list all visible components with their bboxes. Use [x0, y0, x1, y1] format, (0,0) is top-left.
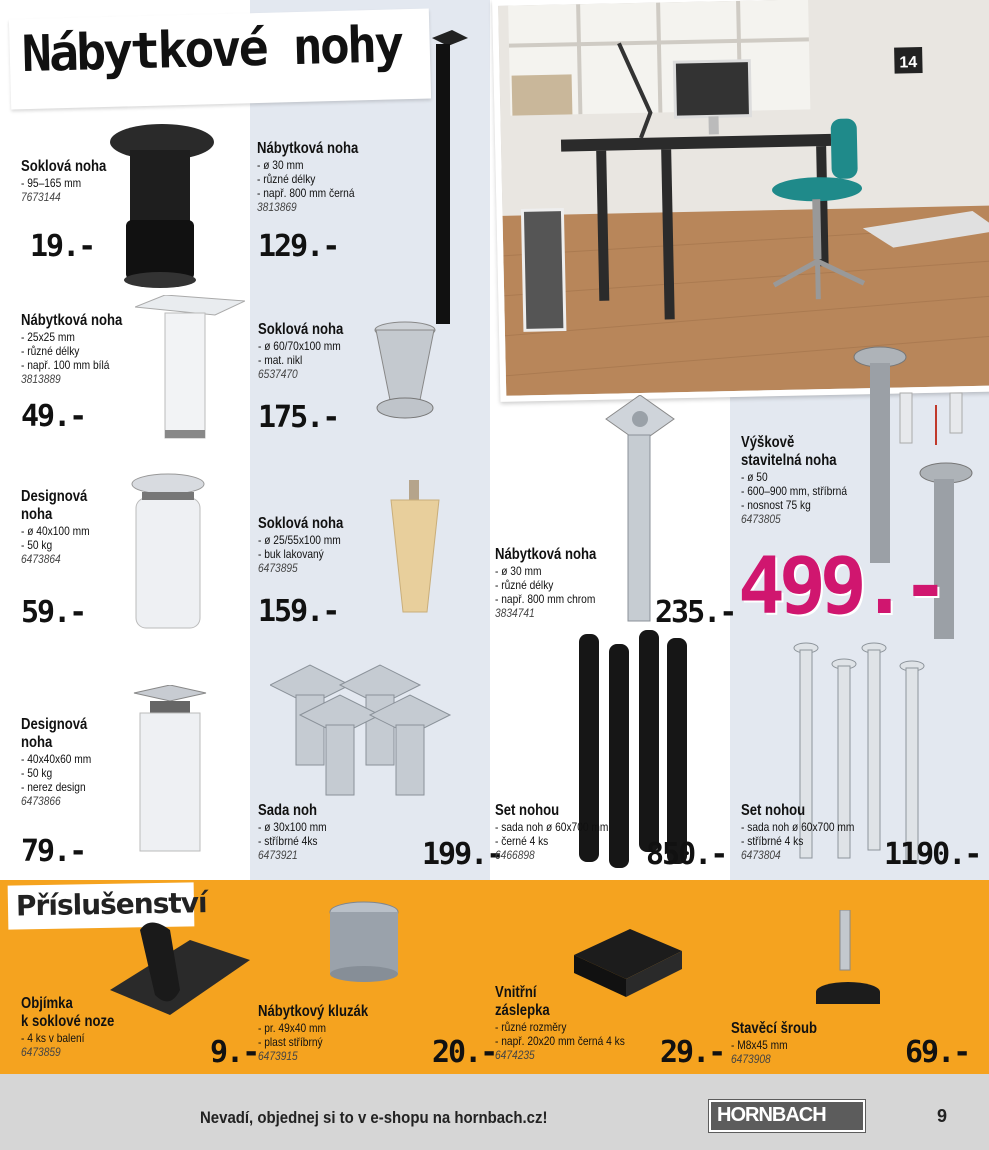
- accessory-zaslepka: [495, 984, 648, 1062]
- product-spec: - plast stříbrný: [258, 1035, 323, 1049]
- product-spec: - ø 25/55x100 mm: [258, 533, 341, 547]
- product-spec: - různé rozměry: [495, 1020, 567, 1034]
- product-code: 3834741: [495, 606, 535, 620]
- product-name: k soklové noze: [21, 1013, 115, 1030]
- product-name: stavitelná noha: [741, 452, 837, 469]
- product-name: noha: [21, 506, 53, 523]
- round-design-leg-image: [128, 470, 208, 635]
- product-name: záslepka: [495, 1002, 550, 1019]
- product-nabytkova-noha-black: [257, 140, 381, 214]
- product-spec: - buk lakovaný: [258, 547, 324, 561]
- product-spec: - pr. 49x40 mm: [258, 1021, 327, 1035]
- product-nabytkova-noha-white: [21, 312, 145, 386]
- plinth-leg-black-image: [100, 120, 220, 290]
- product-code: 6473859: [21, 1045, 61, 1059]
- product-spec: - 40x40x60 mm: [21, 752, 92, 766]
- product-price: 1190.-: [884, 837, 981, 872]
- product-name: Set nohou: [741, 802, 806, 819]
- product-price: 59.-: [21, 595, 86, 630]
- beech-plinth-leg-image: [385, 480, 445, 620]
- product-soklova-noha-1: [21, 158, 125, 204]
- product-vyskove-stavitelna-noha: [741, 434, 866, 526]
- product-code: 3813869: [257, 200, 297, 214]
- product-code: 6473895: [258, 561, 298, 575]
- accessory-objimka: [21, 995, 135, 1059]
- product-spec: - stříbrné 4 ks: [741, 834, 804, 848]
- product-name: Vnitřní: [495, 984, 537, 1001]
- product-spec: - černé 4 ks: [495, 834, 549, 848]
- product-name: Sada noh: [258, 802, 318, 819]
- product-name: Soklová noha: [258, 321, 344, 338]
- black-furniture-leg-image: [430, 30, 470, 330]
- product-sada-noh: [258, 802, 339, 862]
- product-price: 19.-: [30, 229, 95, 264]
- product-spec: - nosnost 75 kg: [741, 498, 811, 512]
- product-price: 129.-: [258, 229, 339, 264]
- product-spec: - M8x45 mm: [731, 1038, 788, 1052]
- product-spec: - 4 ks v balení: [21, 1031, 85, 1045]
- product-name: Nábytkový kluzák: [258, 1003, 369, 1020]
- product-spec: - mat. nikl: [258, 353, 303, 367]
- product-price-highlight: 499.-: [738, 542, 943, 632]
- product-spec: - různé délky: [21, 344, 80, 358]
- product-spec: - sada noh ø 60x700 mm: [495, 820, 609, 834]
- eshop-message: Nevadí, objednej si to v e-shopu na hornbach.cz!: [200, 1108, 548, 1127]
- product-price: 79.-: [21, 834, 86, 869]
- accessory-kluzak: [258, 1003, 392, 1063]
- product-code: 6473805: [741, 512, 781, 526]
- product-spec: - sada noh ø 60x700 mm: [741, 820, 855, 834]
- product-spec: - 600–900 mm, stříbrná: [741, 484, 848, 498]
- product-code: 6473908: [731, 1052, 771, 1066]
- product-set-nohou-black: [495, 802, 628, 862]
- product-spec: - nerez design: [21, 780, 86, 794]
- product-name: Nábytková noha: [21, 312, 123, 329]
- product-soklova-noha-beech: [258, 515, 362, 575]
- product-spec: - stříbrné 4ks: [258, 834, 318, 848]
- product-spec: - ø 40x100 mm: [21, 524, 90, 538]
- product-name: Objímka: [21, 995, 73, 1012]
- product-name: noha: [21, 734, 53, 751]
- photo-badge: 14: [899, 54, 918, 72]
- product-name: Designová: [21, 488, 88, 505]
- product-name: Designová: [21, 716, 88, 733]
- product-price: 9.-: [210, 1035, 259, 1070]
- page-title: Nábytkové nohy: [9, 9, 431, 110]
- product-nabytkova-noha-chrome: [495, 546, 619, 620]
- furniture-glide-image: [322, 898, 407, 983]
- product-code: 6537470: [258, 367, 298, 381]
- product-designova-noha-round: [21, 488, 102, 566]
- product-name: Nábytková noha: [257, 140, 359, 157]
- leg-set-4-image: [270, 660, 460, 810]
- product-name: Set nohou: [495, 802, 560, 819]
- product-spec: - ø 60/70x100 mm: [258, 339, 341, 353]
- product-spec: - ø 30 mm: [495, 564, 542, 578]
- product-designova-noha-square: [21, 716, 104, 808]
- product-code: 3813889: [21, 372, 61, 386]
- product-code: 6473864: [21, 552, 61, 566]
- product-price: 29.-: [660, 1035, 725, 1070]
- product-code: 6473921: [258, 848, 298, 862]
- product-code: 6466898: [495, 848, 535, 862]
- product-code: 6473804: [741, 848, 781, 862]
- nickel-plinth-leg-image: [370, 320, 440, 430]
- hornbach-logo: HORNBACH: [709, 1100, 865, 1132]
- product-name: Nábytková noha: [495, 546, 597, 563]
- product-price: 49.-: [21, 399, 86, 434]
- office-photo-illustration: [498, 0, 989, 396]
- product-price: 69.-: [905, 1035, 970, 1070]
- product-spec: - 50 kg: [21, 538, 53, 552]
- product-price: 159.-: [258, 594, 339, 629]
- product-price: 20.-: [432, 1035, 497, 1070]
- product-price: 199.-: [422, 837, 503, 872]
- product-soklova-noha-nickel: [258, 321, 362, 381]
- product-spec: - např. 100 mm bílá: [21, 358, 110, 372]
- square-design-leg-image: [130, 685, 210, 855]
- product-code: 6473866: [21, 794, 61, 808]
- product-spec: - různé délky: [495, 578, 554, 592]
- office-photo: [492, 0, 989, 402]
- leveling-screw-image: [810, 910, 890, 1015]
- white-square-leg-image: [135, 295, 245, 445]
- product-spec: - např. 800 mm chrom: [495, 592, 596, 606]
- product-spec: - ø 50: [741, 470, 768, 484]
- product-name: Soklová noha: [21, 158, 107, 175]
- accessories-heading: Příslušenství: [8, 882, 195, 929]
- product-spec: - 50 kg: [21, 766, 53, 780]
- product-code: 6473915: [258, 1049, 298, 1063]
- page-number: 9: [937, 1106, 948, 1126]
- product-price: 235.-: [655, 595, 736, 630]
- product-spec: - např. 20x20 mm černá 4 ks: [495, 1034, 625, 1048]
- product-spec: - 95–165 mm: [21, 176, 82, 190]
- product-price: 850.-: [646, 837, 727, 872]
- product-spec: - ø 30 mm: [257, 158, 304, 172]
- product-spec: - ø 30x100 mm: [258, 820, 327, 834]
- product-code: 7673144: [21, 190, 61, 204]
- product-set-nohou-silver: [741, 802, 874, 862]
- product-name: Výškově: [741, 434, 795, 451]
- product-spec: - různé délky: [257, 172, 316, 186]
- product-price: 175.-: [258, 400, 339, 435]
- product-name: Soklová noha: [258, 515, 344, 532]
- accessory-staveci-sroub: [731, 1020, 836, 1066]
- product-name: Stavěcí šroub: [731, 1020, 818, 1037]
- product-spec: - 25x25 mm: [21, 330, 75, 344]
- product-spec: - např. 800 mm černá: [257, 186, 355, 200]
- product-code: 6474235: [495, 1048, 535, 1062]
